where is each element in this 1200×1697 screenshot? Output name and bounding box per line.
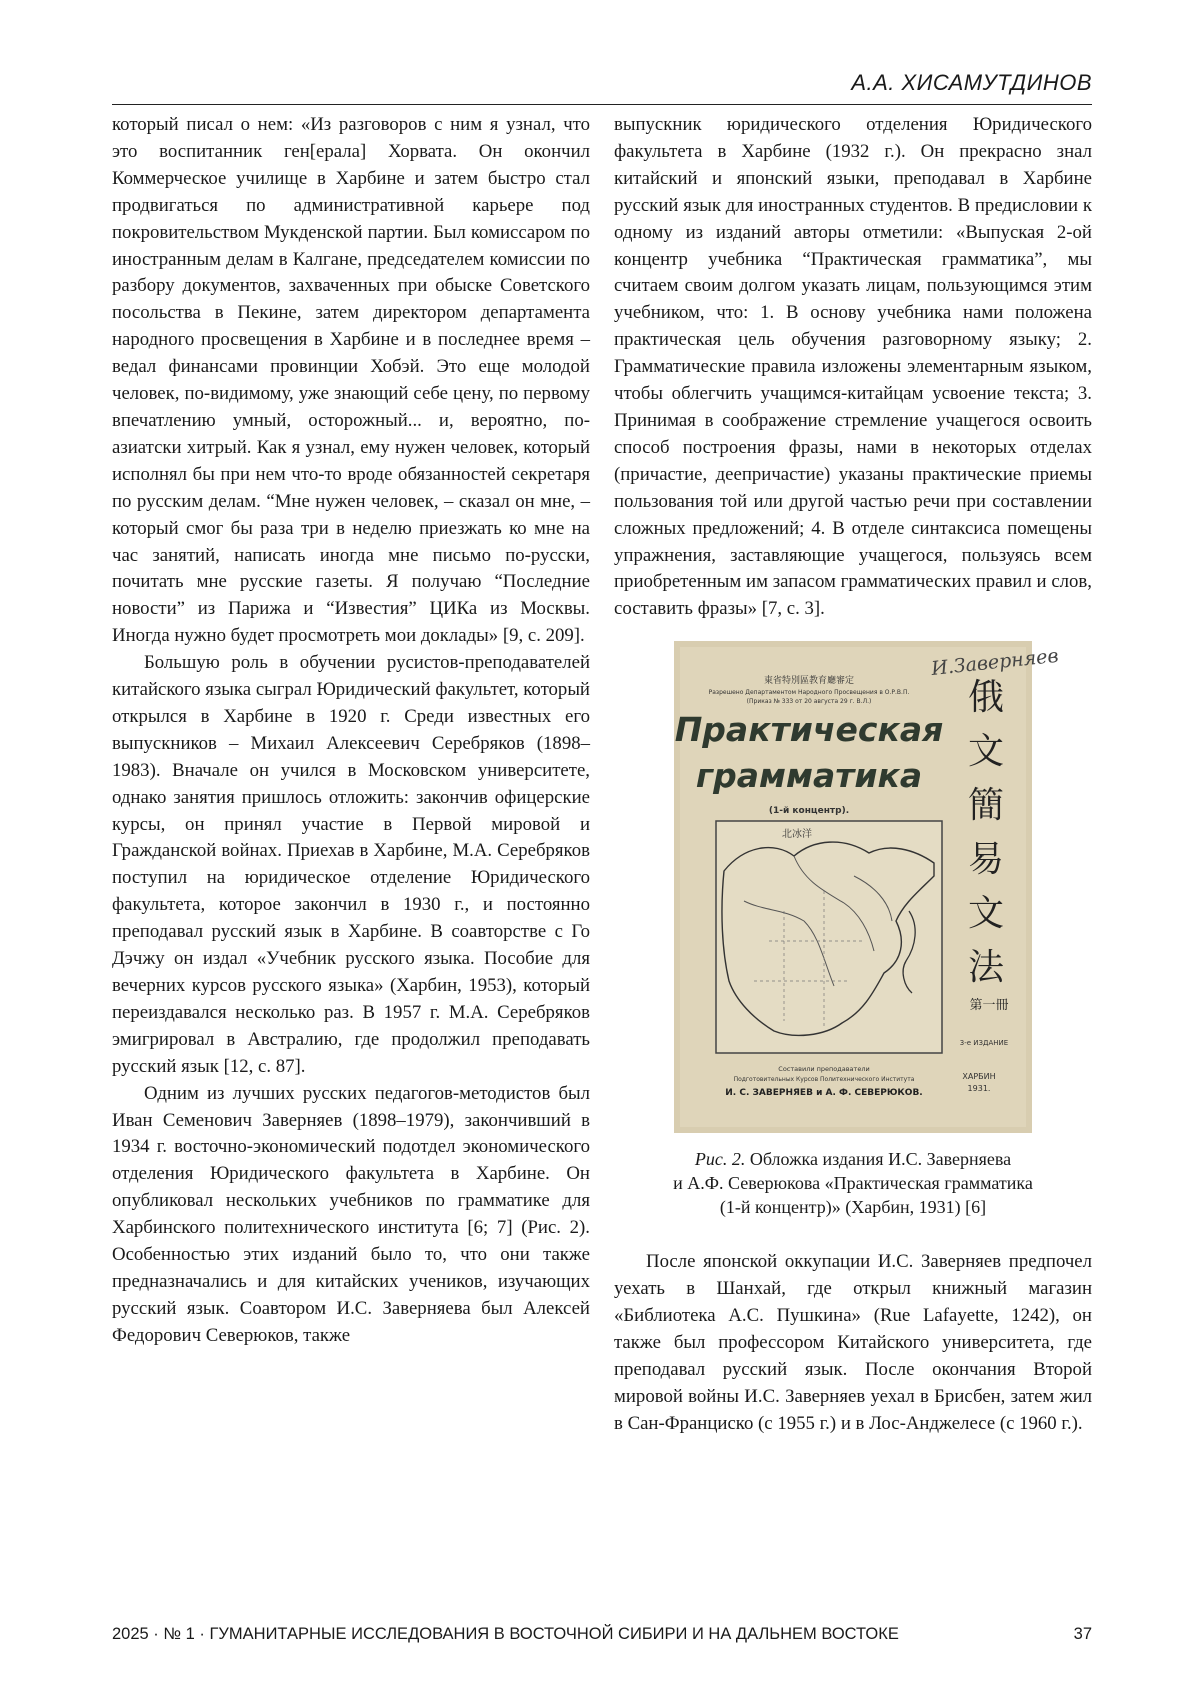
caption-line1: Обложка издания И.С. Заверняева (749, 1149, 1012, 1170)
cover-title-line2: грамматика (695, 756, 923, 796)
footer-journal: 2025 · № 1 · ГУМАНИТАРНЫЕ ИССЛЕДОВАНИЯ В ВОСТОЧНОЙ СИБИРИ И НА ДАЛЬНЕМ ВОСТОКЕ (112, 1625, 899, 1643)
book-cover-image (674, 641, 1060, 1133)
cover-authors: И. С. ЗАВЕРНЯЕВ и А. Ф. СЕВЕРЮКОВ. (725, 1088, 923, 1099)
cover-institute: Подготовительных Курсов Политехнического Института (733, 1076, 915, 1084)
paragraph: который писал о нем: «Из разговоров с ним я узнал, что это воспитанник ген[ерала] Хорвата. Он окончил Коммерческое училище в Харбине и затем быстро стал продвигаться по административной карьере под покровительством Мукденской партии. Был комиссаром по иностранным делам в Калгане, председателем комиссии по разбору документов, захваченных при обыске Советского посольства в Пекине, затем директором департамента народного просвещения в Харбине и в последнее время – ведал финансами провинции Хобэй. Это еще молодой человек, по-видимому, уже знающий себе цену, по первому впечатлению умный, осторожный... и, вероятно, по-азиатски хитрый. Как я узнал, ему нужен человек, который исполнял бы при нем что-то вроде обязанностей секретаря по русским делам. “Мне нужен человек, – сказал он мне, – который смог бы раза три в неделю приезжать ко мне на час занятий, написать иногда мне письмо по-русски, почитать мне русские газеты. Я получаю “Последние новости” из Парижа и “Известия” ЦИКа из Москвы. Иногда нужно будет просмотреть мои доклады» [9, с. 209]. (112, 114, 590, 647)
caption-line2: и А.Ф. Северюкова «Практическая грамматика (673, 1173, 1033, 1194)
cover-map (716, 821, 942, 1053)
cover-compiled: Составили преподаватели (778, 1065, 870, 1074)
left-column (112, 112, 590, 1350)
cover-city: ХАРБИН (962, 1072, 996, 1082)
page-number: 37 (1073, 1625, 1092, 1643)
header-rule (112, 104, 1092, 105)
cover-year: 1931. (967, 1084, 991, 1094)
figure-caption (614, 1147, 1092, 1219)
running-head-author: А.А. ХИСАМУТДИНОВ (851, 70, 1092, 95)
caption-line3: (1-й концентр)» (Харбин, 1931) [6] (719, 1197, 987, 1218)
paragraph: выпускник юридического отделения Юридического факультета в Харбине (1932 г.). Он прекрасно знал китайский и японский языки, преподавал в Харбине русский язык для иностранных студентов. В предисловии к одному из изданий авторы отметили: «Выпуская 2-ой концентр учебника “Практическая грамматика”, мы считаем своим долгом указать лицам, пользующимся этим учебником, что: 1. В основу учебника нами положена практическая цель обучения разговорному языку; 2. Грамматические правила изложены элементарным языком, чтобы облегчить учащимся-китайцам усвоение текста; 3. Принимая в соображение стремление учащегося освоить способ построения фразы, нами в некоторых отделах (причастие, деепричастие) указаны практические приемы пользования той или другой частью речи при составлении сложных предложений; 4. В отделе синтаксиса помещены упражнения, заставляющие учащегося, пользуясь всем приобретенным им запасом грамматических правил и слов, составить фразы» [7, с. 3]. (614, 114, 1092, 620)
cover-chinese-char: 法 (967, 947, 1005, 989)
figure-book-cover (674, 641, 1060, 1133)
paragraph: Большую роль в обучении русистов-преподавателей китайского языка сыграл Юридический факультет, который открылся в Харбине в 1920 г. Среди известных его выпускников – Михаил Алексеевич Серебряков (1898–1983). Вначале он учился в Московском университете, однако занятия пришлось отложить: закончив офицерские курсы, он принял участие в Первой мировой и Гражданской войнах. Приехав в Харбине, М.А. Серебряков поступил на юридическое отделение Юридического факультета, которое закончил в 1930 г., и постоянно преподавал русский язык в Харбине. В соавторстве с Го Дэчжу он издал «Учебник русского языка. Пособие для вечерних курсов русского языка» (Харбин, 1953), который переиздавался несколько раз. В 1957 г. М.А. Серебряков эмигрировал в Австралию, где продолжил преподавать русский язык [12, с. 87]. (112, 652, 590, 1077)
cover-chinese-char: 簡 (967, 785, 1005, 827)
cover-top-line1: Разрешено Департаментом Народного Просвещения в О.Р.В.П. (708, 689, 910, 697)
cover-title-line1: Практическая (674, 710, 944, 750)
cover-subtitle: (1-й концентр). (768, 806, 850, 817)
cover-volume: 第一冊 (969, 998, 1009, 1014)
right-column (614, 112, 1092, 1438)
cover-top-chinese: 東省特別區教育廳審定 (763, 676, 855, 687)
paragraph: После японской оккупации И.С. Заверняев предпочел уехать в Шанхай, где открыл книжный магазин «Библиотека А.С. Пушкина» (Rue Lafayette, 1242), он также был профессором Китайского университета, где преподавал русский язык. После окончания Второй мировой войны И.С. Заверняев уехал в Брисбен, затем жил в Сан-Франциско (с 1955 г.) и в Лос-Анджелесе (с 1960 г.). (614, 1251, 1092, 1434)
cover-map-label: 北冰洋 (782, 829, 812, 841)
cover-chinese-char: 易 (967, 839, 1005, 881)
caption-label: Рис. 2. (694, 1149, 746, 1170)
cover-edition: 3-е ИЗДАНИЕ (959, 1039, 1009, 1048)
page-footer (112, 1625, 1092, 1644)
cover-signature: И.Заверняев (930, 644, 1060, 681)
cover-top-line2: (Приказ № 333 от 20 августа 29 г. В.Л.) (746, 698, 872, 706)
cover-chinese-char: 俄 (967, 677, 1005, 719)
paragraph: Одним из лучших русских педагогов-методистов был Иван Семенович Заверняев (1898–1979), закончивший в 1934 г. восточно-экономический подотдел экономического отделения Юридического факультета в Харбине. Он опубликовал нескольких учебников по грамматике для Харбинского политехнического института [6; 7] (Рис. 2). Особенностью этих изданий было то, что они также предназначались и для китайских учеников, изучающих русский язык. Соавтором И.С. Заверняева был Алексей Федорович Северюков, также (112, 1082, 590, 1346)
cover-chinese-char: 文 (967, 731, 1005, 773)
cover-chinese-char: 文 (967, 893, 1005, 935)
